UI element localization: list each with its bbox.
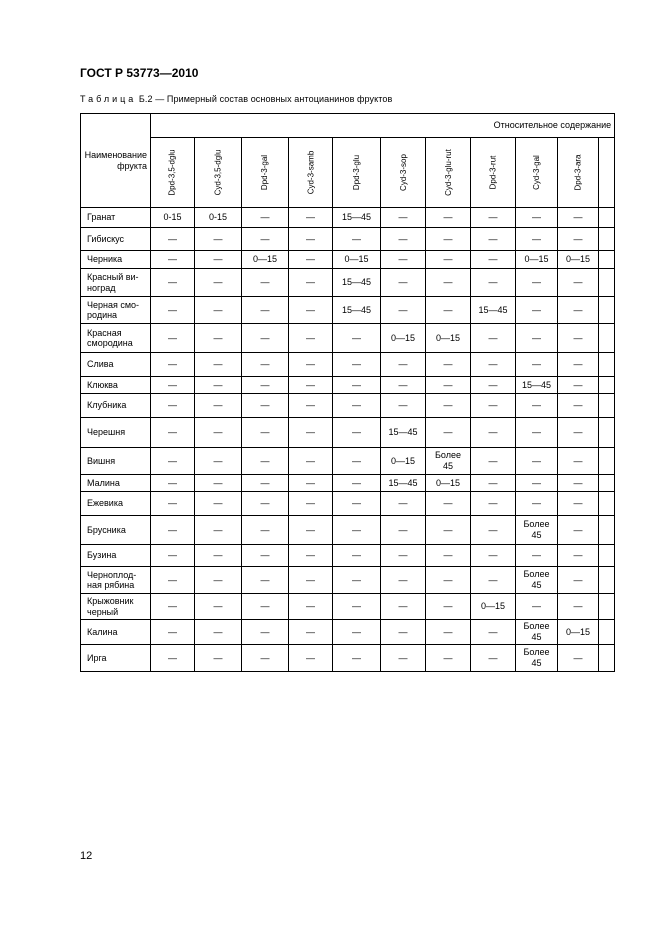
value-cell: 0—15: [333, 251, 381, 269]
value-cell: —: [558, 377, 599, 394]
value-cell: —: [333, 377, 381, 394]
column-header-label: Dpd-3,5-dglu: [168, 149, 177, 196]
value-cell: —: [426, 418, 471, 448]
column-header: [195, 138, 242, 208]
table-row: [81, 377, 615, 394]
value-cell: —: [516, 475, 558, 492]
column-header-label: Dpd-3-rut: [488, 155, 498, 190]
value-cell: —: [242, 353, 289, 377]
table-row: [81, 418, 615, 448]
value-cell: —: [558, 645, 599, 672]
table-row: [81, 620, 615, 645]
fruit-name-cell: Ирга: [81, 645, 151, 672]
fruit-name-cell: Калина: [81, 620, 151, 645]
value-cell: —: [151, 251, 195, 269]
value-cell: —: [426, 251, 471, 269]
value-cell: —: [516, 394, 558, 418]
value-cell: —: [381, 545, 426, 567]
column-header: [426, 138, 471, 208]
value-cell: —: [381, 269, 426, 297]
value-cell: —: [151, 492, 195, 516]
value-cell: —: [426, 208, 471, 228]
value-cell: —: [471, 208, 516, 228]
value-cell: —: [195, 418, 242, 448]
value-cell: —: [289, 208, 333, 228]
fruit-name-cell: Клубника: [81, 394, 151, 418]
value-cell: —: [242, 645, 289, 672]
value-cell: —: [516, 228, 558, 251]
continued-cell: [599, 377, 615, 394]
value-cell: —: [289, 297, 333, 324]
fruit-name-header: Наименование фрукта: [81, 114, 151, 208]
fruit-name-cell: Гибискус: [81, 228, 151, 251]
value-cell: —: [289, 516, 333, 545]
value-cell: —: [289, 377, 333, 394]
value-cell: 15—45: [381, 418, 426, 448]
value-cell: —: [151, 418, 195, 448]
value-cell: —: [558, 228, 599, 251]
value-cell: —: [558, 516, 599, 545]
value-cell: —: [558, 567, 599, 594]
value-cell: —: [242, 448, 289, 475]
value-cell: —: [289, 418, 333, 448]
value-cell: —: [381, 492, 426, 516]
value-cell: —: [333, 516, 381, 545]
value-cell: —: [333, 594, 381, 620]
value-cell: —: [471, 645, 516, 672]
value-cell: —: [516, 492, 558, 516]
value-cell: —: [195, 297, 242, 324]
value-cell: —: [426, 269, 471, 297]
value-cell: —: [333, 475, 381, 492]
fruit-name-cell: Красная смородина: [81, 324, 151, 353]
table-row: [81, 516, 615, 545]
value-cell: —: [195, 448, 242, 475]
column-header: [289, 138, 333, 208]
column-header: [242, 138, 289, 208]
value-cell: —: [426, 516, 471, 545]
column-header-label: Cyd-3-samb: [306, 150, 316, 195]
column-header-continued: [599, 138, 615, 208]
value-cell: —: [471, 448, 516, 475]
value-cell: —: [471, 567, 516, 594]
value-cell: —: [289, 594, 333, 620]
fruit-name-cell: Вишня: [81, 448, 151, 475]
column-header: [151, 138, 195, 208]
value-cell: —: [195, 645, 242, 672]
value-cell: —: [151, 377, 195, 394]
value-cell: Более 45: [516, 620, 558, 645]
value-cell: —: [558, 492, 599, 516]
value-cell: 0-15: [195, 208, 242, 228]
continued-cell: [599, 353, 615, 377]
value-cell: —: [471, 620, 516, 645]
value-cell: —: [242, 394, 289, 418]
value-cell: —: [333, 448, 381, 475]
value-cell: —: [558, 297, 599, 324]
value-cell: —: [242, 492, 289, 516]
value-cell: —: [151, 269, 195, 297]
value-cell: —: [289, 353, 333, 377]
value-cell: —: [426, 594, 471, 620]
continued-cell: [599, 394, 615, 418]
table-row: [81, 475, 615, 492]
value-cell: Более 45: [516, 516, 558, 545]
value-cell: —: [289, 251, 333, 269]
value-cell: —: [242, 545, 289, 567]
value-cell: —: [195, 545, 242, 567]
value-cell: —: [471, 269, 516, 297]
value-cell: —: [242, 377, 289, 394]
fruit-name-cell: Черника: [81, 251, 151, 269]
table-row: [81, 251, 615, 269]
value-cell: —: [381, 228, 426, 251]
value-cell: Более 45: [516, 645, 558, 672]
value-cell: —: [471, 251, 516, 269]
continued-cell: [599, 324, 615, 353]
table-row: [81, 353, 615, 377]
column-header-label: Dpd-3-gal: [260, 154, 270, 191]
value-cell: —: [426, 228, 471, 251]
value-cell: —: [242, 418, 289, 448]
value-cell: —: [289, 448, 333, 475]
value-cell: —: [289, 567, 333, 594]
value-cell: —: [558, 324, 599, 353]
continued-cell: [599, 492, 615, 516]
continued-cell: [599, 269, 615, 297]
fruit-name-cell: Слива: [81, 353, 151, 377]
value-cell: —: [381, 516, 426, 545]
value-cell: 0-15: [151, 208, 195, 228]
value-cell: Более 45: [426, 448, 471, 475]
value-cell: —: [426, 297, 471, 324]
value-cell: —: [151, 353, 195, 377]
value-cell: 15—45: [471, 297, 516, 324]
value-cell: —: [151, 228, 195, 251]
value-cell: —: [195, 567, 242, 594]
value-cell: —: [381, 251, 426, 269]
value-cell: —: [558, 448, 599, 475]
value-cell: —: [289, 492, 333, 516]
fruit-name-cell: Черноплод- ная рябина: [81, 567, 151, 594]
value-cell: —: [151, 394, 195, 418]
value-cell: —: [426, 377, 471, 394]
column-header: [471, 138, 516, 208]
value-cell: —: [151, 594, 195, 620]
value-cell: —: [558, 475, 599, 492]
value-cell: —: [558, 394, 599, 418]
value-cell: —: [381, 394, 426, 418]
value-cell: Более 45: [516, 567, 558, 594]
value-cell: —: [333, 645, 381, 672]
value-cell: —: [333, 620, 381, 645]
value-cell: —: [333, 545, 381, 567]
value-cell: —: [242, 475, 289, 492]
continued-cell: [599, 228, 615, 251]
column-header: [558, 138, 599, 208]
value-cell: —: [516, 297, 558, 324]
table-header-codes-row: [81, 138, 615, 208]
page-number: 12: [80, 850, 93, 862]
value-cell: 0—15: [426, 475, 471, 492]
value-cell: —: [471, 418, 516, 448]
value-cell: —: [471, 377, 516, 394]
column-header: [516, 138, 558, 208]
column-header-label: Dpd-3-ara: [573, 154, 583, 191]
table-header-group-row: [81, 114, 615, 138]
value-cell: —: [426, 645, 471, 672]
table-row: [81, 448, 615, 475]
continued-cell: [599, 448, 615, 475]
table-row: [81, 228, 615, 251]
continued-cell: [599, 208, 615, 228]
table-row: [81, 545, 615, 567]
value-cell: 15—45: [381, 475, 426, 492]
value-cell: —: [516, 448, 558, 475]
table-row: [81, 594, 615, 620]
value-cell: —: [195, 594, 242, 620]
column-header-label: Cyd-3-sop: [398, 154, 408, 191]
value-cell: —: [333, 228, 381, 251]
table-row: [81, 645, 615, 672]
value-cell: —: [151, 567, 195, 594]
value-cell: —: [471, 324, 516, 353]
value-cell: —: [242, 594, 289, 620]
continued-cell: [599, 475, 615, 492]
value-cell: —: [381, 645, 426, 672]
value-cell: —: [558, 594, 599, 620]
value-cell: —: [289, 394, 333, 418]
value-cell: —: [471, 228, 516, 251]
continued-cell: [599, 567, 615, 594]
table-row: [81, 297, 615, 324]
fruit-name-cell: Черешня: [81, 418, 151, 448]
value-cell: 15—45: [333, 208, 381, 228]
column-header-label: Cyd-3-glu-rut: [443, 149, 453, 196]
value-cell: —: [242, 228, 289, 251]
value-cell: —: [516, 269, 558, 297]
fruit-name-cell: Красный ви- ноград: [81, 269, 151, 297]
value-cell: —: [471, 516, 516, 545]
anthocyanin-table: [80, 113, 615, 672]
value-cell: —: [242, 269, 289, 297]
value-cell: —: [471, 353, 516, 377]
continued-cell: [599, 620, 615, 645]
value-cell: —: [151, 448, 195, 475]
value-cell: —: [471, 475, 516, 492]
continued-cell: [599, 594, 615, 620]
value-cell: —: [558, 269, 599, 297]
table-row: [81, 567, 615, 594]
value-cell: —: [381, 567, 426, 594]
continued-cell: [599, 545, 615, 567]
value-cell: —: [381, 353, 426, 377]
value-cell: —: [426, 620, 471, 645]
value-cell: 0—15: [471, 594, 516, 620]
value-cell: —: [471, 394, 516, 418]
value-cell: —: [558, 208, 599, 228]
column-header-label: Cyd-3,5-dglu: [213, 149, 223, 196]
value-cell: —: [381, 208, 426, 228]
continued-cell: [599, 645, 615, 672]
fruit-name-cell: Брусника: [81, 516, 151, 545]
column-header-label: Dpd-3-glu: [351, 154, 361, 191]
value-cell: —: [242, 620, 289, 645]
value-cell: —: [333, 492, 381, 516]
value-cell: —: [242, 567, 289, 594]
continued-cell: [599, 297, 615, 324]
table-caption-prefix: Таблица: [80, 94, 137, 104]
value-cell: 0—15: [558, 251, 599, 269]
value-cell: —: [381, 377, 426, 394]
table-row: [81, 394, 615, 418]
value-cell: —: [289, 475, 333, 492]
value-cell: —: [558, 418, 599, 448]
value-cell: 15—45: [516, 377, 558, 394]
continued-cell: [599, 516, 615, 545]
fruit-name-cell: Ежевика: [81, 492, 151, 516]
value-cell: —: [195, 228, 242, 251]
table-body: [81, 208, 615, 672]
value-cell: —: [151, 475, 195, 492]
value-cell: —: [151, 297, 195, 324]
value-cell: —: [558, 545, 599, 567]
value-cell: —: [195, 394, 242, 418]
value-cell: —: [333, 418, 381, 448]
column-header: [381, 138, 426, 208]
value-cell: 0—15: [381, 324, 426, 353]
relative-content-header: Относительное содержание: [151, 114, 615, 138]
value-cell: —: [381, 620, 426, 645]
value-cell: —: [151, 620, 195, 645]
value-cell: —: [195, 620, 242, 645]
value-cell: —: [426, 567, 471, 594]
value-cell: —: [471, 492, 516, 516]
value-cell: —: [289, 269, 333, 297]
fruit-name-cell: Клюква: [81, 377, 151, 394]
value-cell: —: [516, 353, 558, 377]
value-cell: —: [333, 394, 381, 418]
value-cell: —: [195, 475, 242, 492]
value-cell: —: [289, 324, 333, 353]
value-cell: —: [558, 353, 599, 377]
continued-cell: [599, 251, 615, 269]
value-cell: 0—15: [516, 251, 558, 269]
value-cell: —: [289, 545, 333, 567]
value-cell: —: [151, 545, 195, 567]
fruit-name-cell: Гранат: [81, 208, 151, 228]
fruit-name-cell: Крыжовник черный: [81, 594, 151, 620]
value-cell: —: [471, 545, 516, 567]
fruit-name-cell: Малина: [81, 475, 151, 492]
table-row: [81, 269, 615, 297]
column-header-label: Cyd-3-gal: [532, 155, 541, 190]
fruit-name-cell: Бузина: [81, 545, 151, 567]
table-row: [81, 208, 615, 228]
fruit-name-cell: Черная смо- родина: [81, 297, 151, 324]
value-cell: —: [195, 492, 242, 516]
continued-cell: [599, 418, 615, 448]
value-cell: —: [195, 324, 242, 353]
table-row: [81, 492, 615, 516]
value-cell: —: [516, 594, 558, 620]
value-cell: —: [516, 545, 558, 567]
value-cell: —: [333, 353, 381, 377]
value-cell: —: [195, 516, 242, 545]
value-cell: —: [381, 594, 426, 620]
column-header: [333, 138, 381, 208]
value-cell: —: [426, 353, 471, 377]
value-cell: —: [242, 297, 289, 324]
value-cell: —: [381, 297, 426, 324]
value-cell: —: [195, 251, 242, 269]
value-cell: —: [289, 645, 333, 672]
table-row: [81, 324, 615, 353]
value-cell: 0—15: [426, 324, 471, 353]
value-cell: —: [151, 645, 195, 672]
value-cell: —: [426, 492, 471, 516]
table-caption-text: Б.2 — Примерный состав основных антоцианинов фруктов: [138, 94, 393, 104]
value-cell: 15—45: [333, 297, 381, 324]
value-cell: —: [195, 353, 242, 377]
value-cell: —: [242, 324, 289, 353]
value-cell: —: [151, 516, 195, 545]
value-cell: 0—15: [558, 620, 599, 645]
document-code: ГОСТ Р 53773—2010: [80, 66, 199, 80]
value-cell: —: [516, 324, 558, 353]
value-cell: —: [426, 394, 471, 418]
value-cell: —: [195, 377, 242, 394]
value-cell: —: [151, 324, 195, 353]
value-cell: 0—15: [242, 251, 289, 269]
value-cell: —: [242, 208, 289, 228]
value-cell: —: [333, 567, 381, 594]
value-cell: —: [426, 545, 471, 567]
value-cell: 0—15: [381, 448, 426, 475]
value-cell: —: [242, 516, 289, 545]
value-cell: —: [289, 228, 333, 251]
value-cell: —: [516, 418, 558, 448]
value-cell: 15—45: [333, 269, 381, 297]
value-cell: —: [516, 208, 558, 228]
table-caption: [80, 94, 392, 104]
value-cell: —: [195, 269, 242, 297]
value-cell: —: [289, 620, 333, 645]
value-cell: —: [333, 324, 381, 353]
